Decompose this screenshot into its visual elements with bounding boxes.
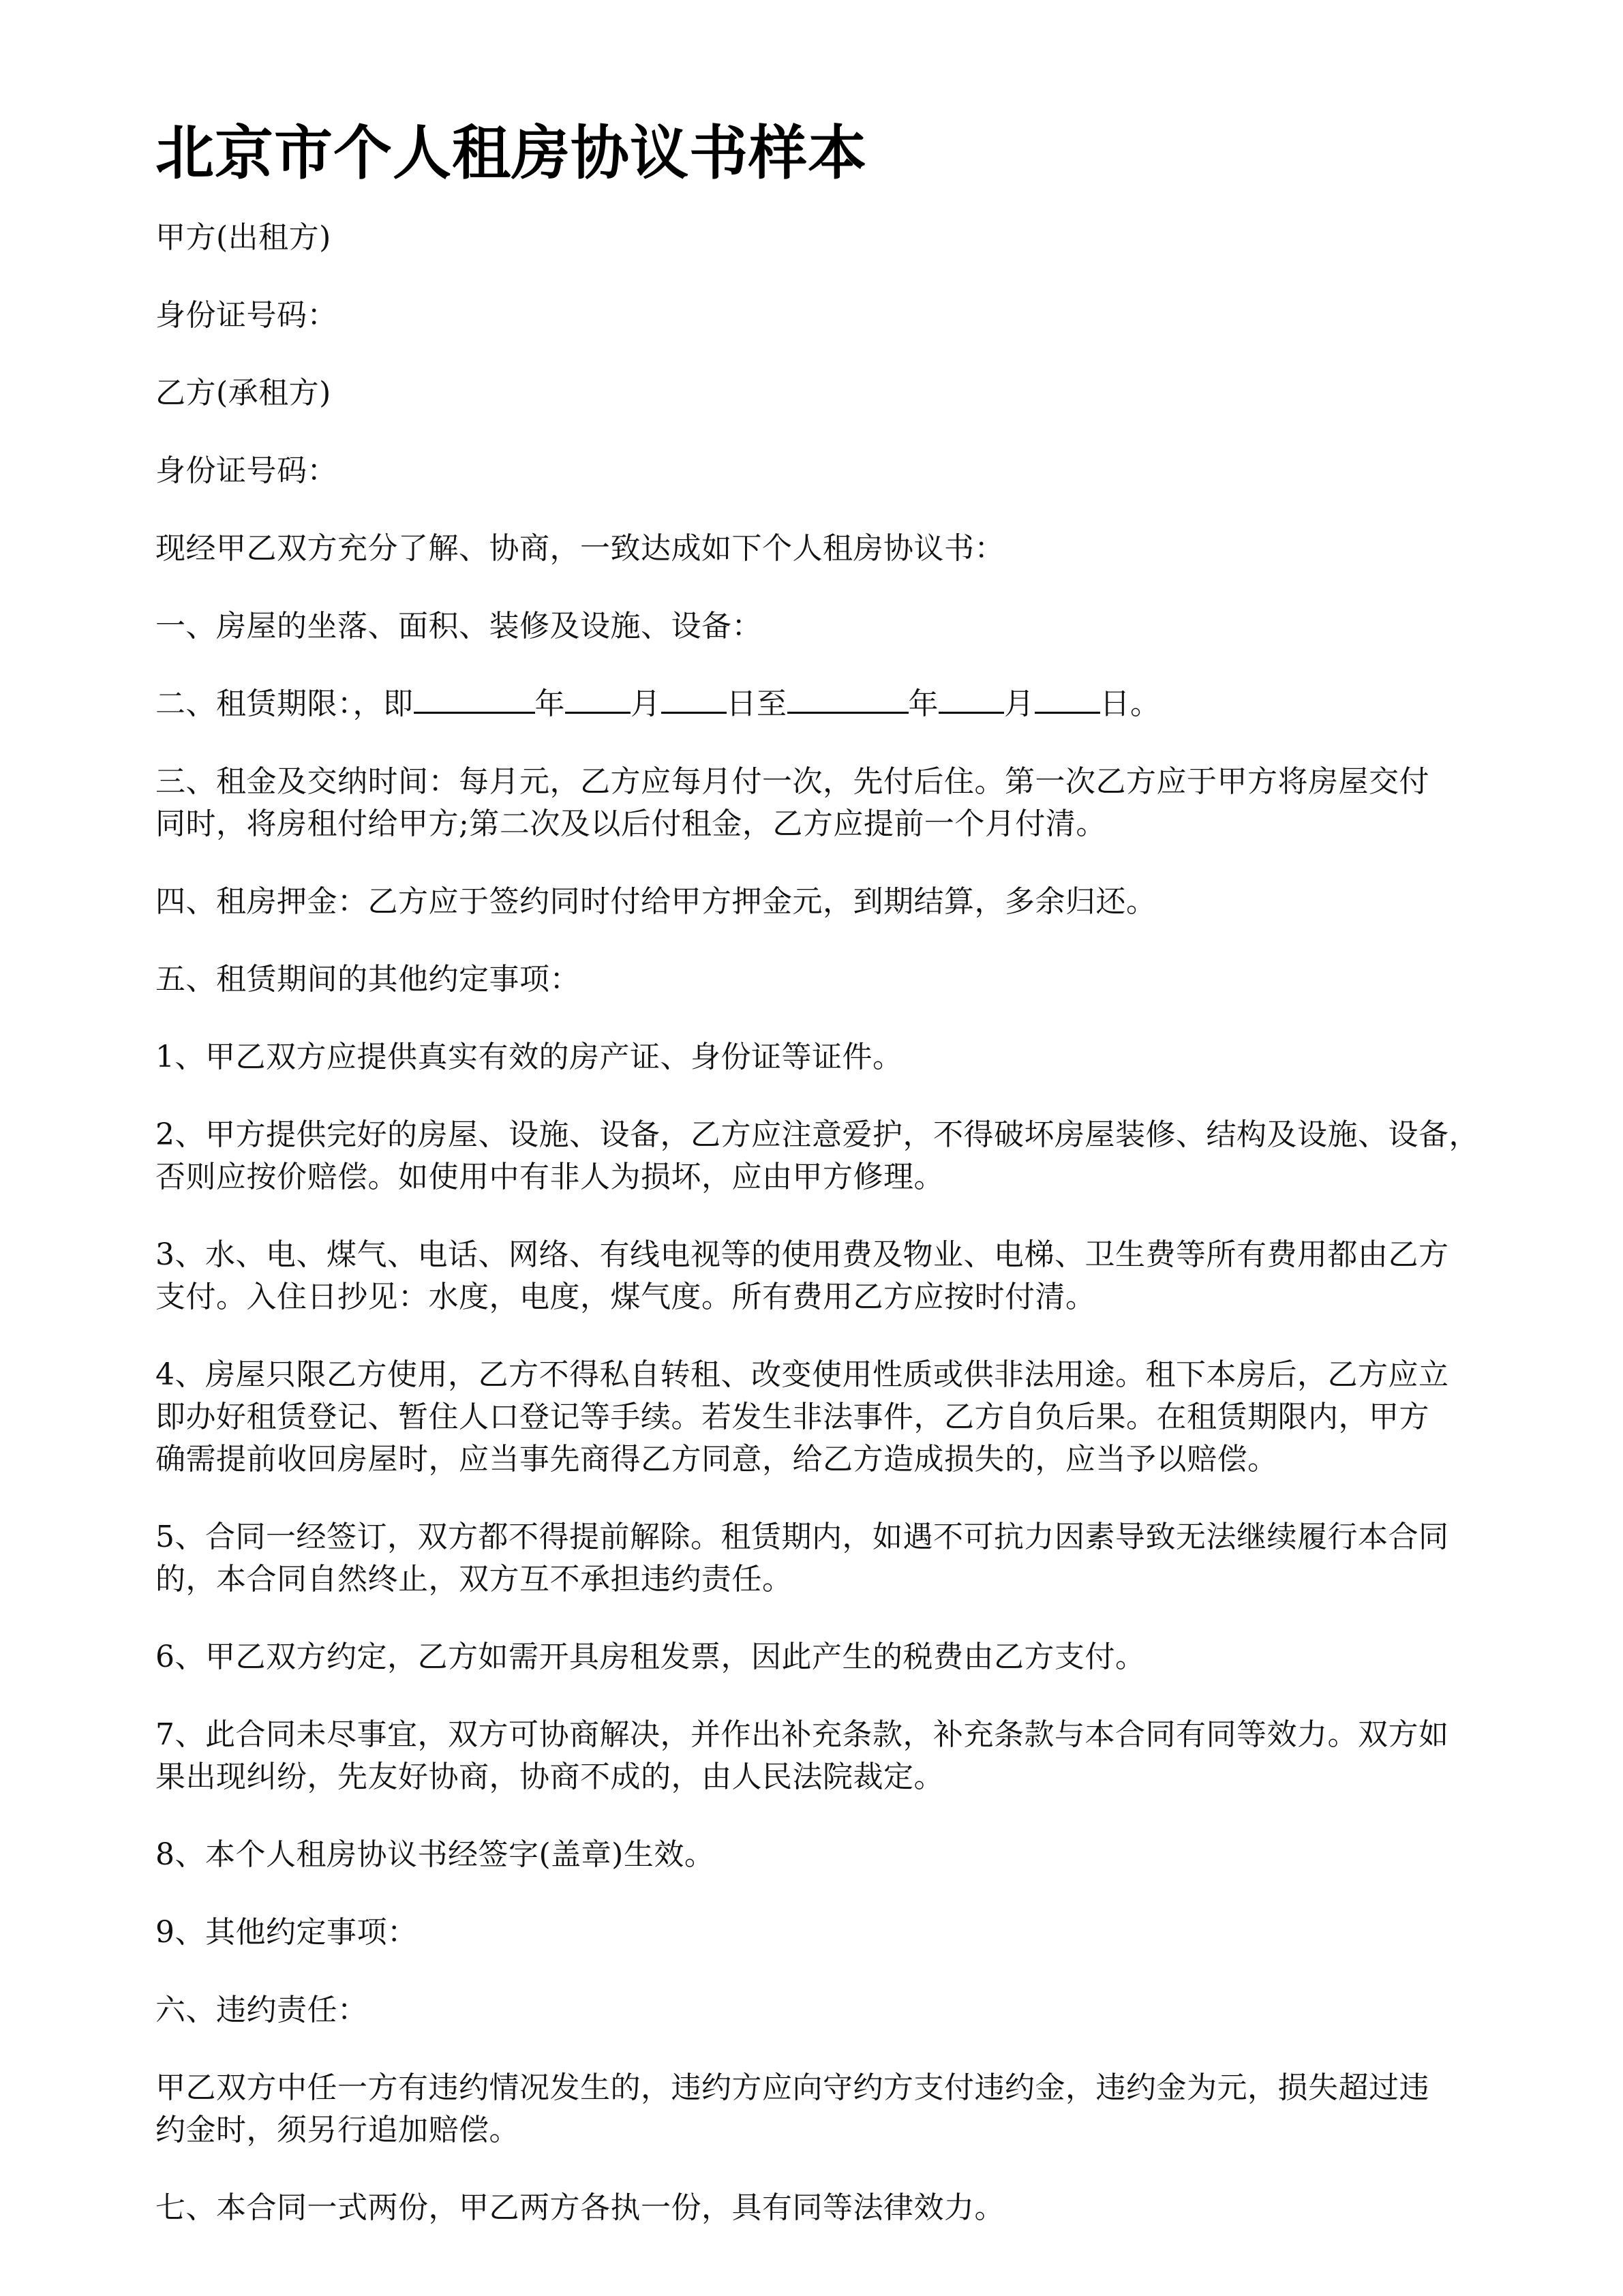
party-b-id: 身份证号码： — [155, 453, 337, 488]
section-7: 七、本合同一式两份，甲乙两方各执一份，具有同等法律效力。 — [155, 2190, 1005, 2225]
section-6: 六、违约责任： — [155, 1993, 368, 2027]
start-month-blank — [565, 684, 631, 714]
start-day-blank — [661, 684, 727, 714]
label-month-1: 月 — [631, 686, 661, 721]
item-9: 9、其他约定事项： — [155, 1915, 418, 1950]
party-a-id: 身份证号码： — [155, 298, 337, 333]
item-2-line-1: 2、甲方提供完好的房屋、设施、设备，乙方应注意爱护，不得破坏房屋装修、结构及设施、设备， — [155, 1117, 1479, 1152]
label-day-1: 日至 — [726, 686, 787, 721]
start-year-blank — [414, 684, 535, 714]
item-6: 6、甲乙双方约定，乙方如需开具房租发票，因此产生的税费由乙方支付。 — [155, 1640, 1146, 1674]
section-5: 五、租赁期间的其他约定事项： — [155, 962, 580, 997]
item-4-line-2: 即办好租赁登记、暂住人口登记等手续。若发生非法事件，乙方自负后果。在租赁期限内，甲方 — [155, 1400, 1429, 1434]
section-4: 四、租房押金：乙方应于签约同时付给甲方押金元，到期结算，多余归还。 — [155, 884, 1157, 919]
section-2-prefix: 二、租赁期限：，即 — [155, 686, 414, 721]
section-1: 一、房屋的坐落、面积、装修及设施、设备： — [155, 609, 762, 644]
item-7-line-2: 果出现纠纷，先友好协商，协商不成的，由人民法院裁定。 — [155, 1759, 944, 1794]
party-b: 乙方(承租方) — [155, 376, 331, 410]
item-5-line-1: 5、合同一经签订，双方都不得提前解除。租赁期内，如遇不可抗力因素导致无法继续履行本合同 — [155, 1520, 1449, 1554]
item-7-line-1: 7、此合同未尽事宜，双方可协商解决，并作出补充条款，补充条款与本合同有同等效力。双方如 — [155, 1717, 1449, 1752]
label-day-2: 日。 — [1099, 686, 1161, 721]
item-1: 1、甲乙双方应提供真实有效的房产证、身份证等证件。 — [155, 1040, 903, 1074]
document-title: 北京市个人租房协议书样本 — [155, 119, 867, 187]
end-month-blank — [939, 684, 1004, 714]
breach-line-1: 甲乙双方中任一方有违约情况发生的，违约方应向守约方支付违约金，违约金为元，损失超过违 — [155, 2070, 1429, 2105]
item-5-line-2: 的，本合同自然终止，双方互不承担违约责任。 — [155, 1562, 793, 1597]
section-2-lease-term — [155, 683, 1573, 725]
label-year-2: 年 — [908, 686, 939, 721]
item-4-line-3: 确需提前收回房屋时，应当事先商得乙方同意，给乙方造成损失的，应当予以赔偿。 — [155, 1442, 1278, 1477]
label-year-1: 年 — [534, 686, 565, 721]
item-8: 8、本个人租房协议书经签字(盖章)生效。 — [155, 1837, 715, 1872]
intro-paragraph: 现经甲乙双方充分了解、协商，一致达成如下个人租房协议书： — [155, 531, 1005, 566]
label-month-2: 月 — [1004, 686, 1035, 721]
end-day-blank — [1035, 684, 1100, 714]
section-3-line-2: 同时，将房租付给甲方;第二次及以后付租金，乙方应提前一个月付清。 — [155, 806, 1106, 841]
item-2-line-2: 否则应按价赔偿。如使用中有非人为损坏，应由甲方修理。 — [155, 1160, 944, 1194]
end-year-blank — [787, 684, 909, 714]
item-4-line-1: 4、房屋只限乙方使用，乙方不得私自转租、改变使用性质或供非法用途。租下本房后，乙方应立 — [155, 1357, 1449, 1392]
party-a: 甲方(出租方) — [155, 220, 331, 255]
breach-line-2: 约金时，须另行追加赔偿。 — [155, 2113, 519, 2147]
item-3-line-2: 支付。入住日抄见：水度，电度，煤气度。所有费用乙方应按时付清。 — [155, 1280, 1096, 1314]
item-3-line-1: 3、水、电、煤气、电话、网络、有线电视等的使用费及物业、电梯、卫生费等所有费用都由乙方 — [155, 1237, 1449, 1272]
section-3-line-1: 三、租金及交纳时间：每月元，乙方应每月付一次，先付后住。第一次乙方应于甲方将房屋交付 — [155, 764, 1429, 799]
